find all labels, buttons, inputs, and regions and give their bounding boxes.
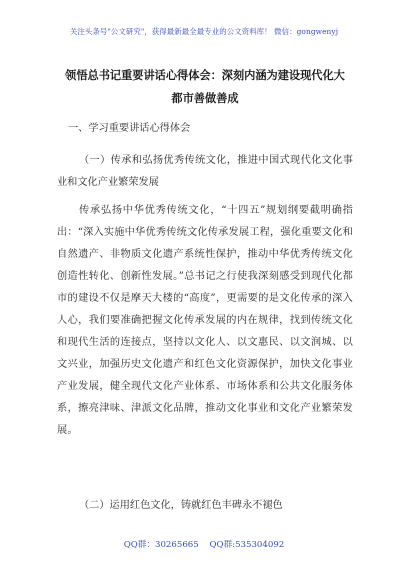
footer-qq-group-2: QQ群:535304092 bbox=[209, 540, 285, 550]
header-promo-note: 关注头条号"公文研究"，获得最新最全最专业的公文资料库！ 微信：gongwenyj bbox=[69, 27, 339, 36]
subsection-heading-1: （一）传承和弘扬优秀传统文化，推进中国式现代化文化事业和文化产业繁荣发展 bbox=[57, 155, 353, 188]
body-paragraph: 传承弘扬中华优秀传统文化，“十四五”规划纲要截明确指出：“深入实施中华优秀传统文化传承发展工程，强化重要文化和自然遗产、非物质文化遗产系统性保护，推动中华优秀传统文化创造性转化、创新性发展。”总书记之行使我深刻感受到现代化都市的建设不仅是摩天大楼的“高度”，更需要的是文化传承的深入人心，我们要准确把握文化传承发展的内在规律，找到传统文化和现代生活的连接点，坚持以文化人、以文惠民、以文润城、以文兴业，加强历史文化遗产和红色文化资源保护，加快文化事业产业发展，健全现代文化产业体系、市场体系和公共文化服务体系，擦亮津味、津派文化品牌，推动文化事业和文化产业繁荣发展。 bbox=[57, 205, 353, 436]
footer-contact bbox=[0, 538, 408, 550]
section-heading: 一、学习重要讲话心得体会 bbox=[68, 123, 191, 134]
footer-qq-group-1: QQ群：30265665 bbox=[123, 540, 199, 550]
document-title: 领悟总书记重要讲话心得体会：深刻内涵为建设现代化大都市善做善成 bbox=[65, 68, 345, 105]
subsection-heading-2: （二）运用红色文化，铸就红色丰碑永不褪色 bbox=[79, 500, 283, 511]
